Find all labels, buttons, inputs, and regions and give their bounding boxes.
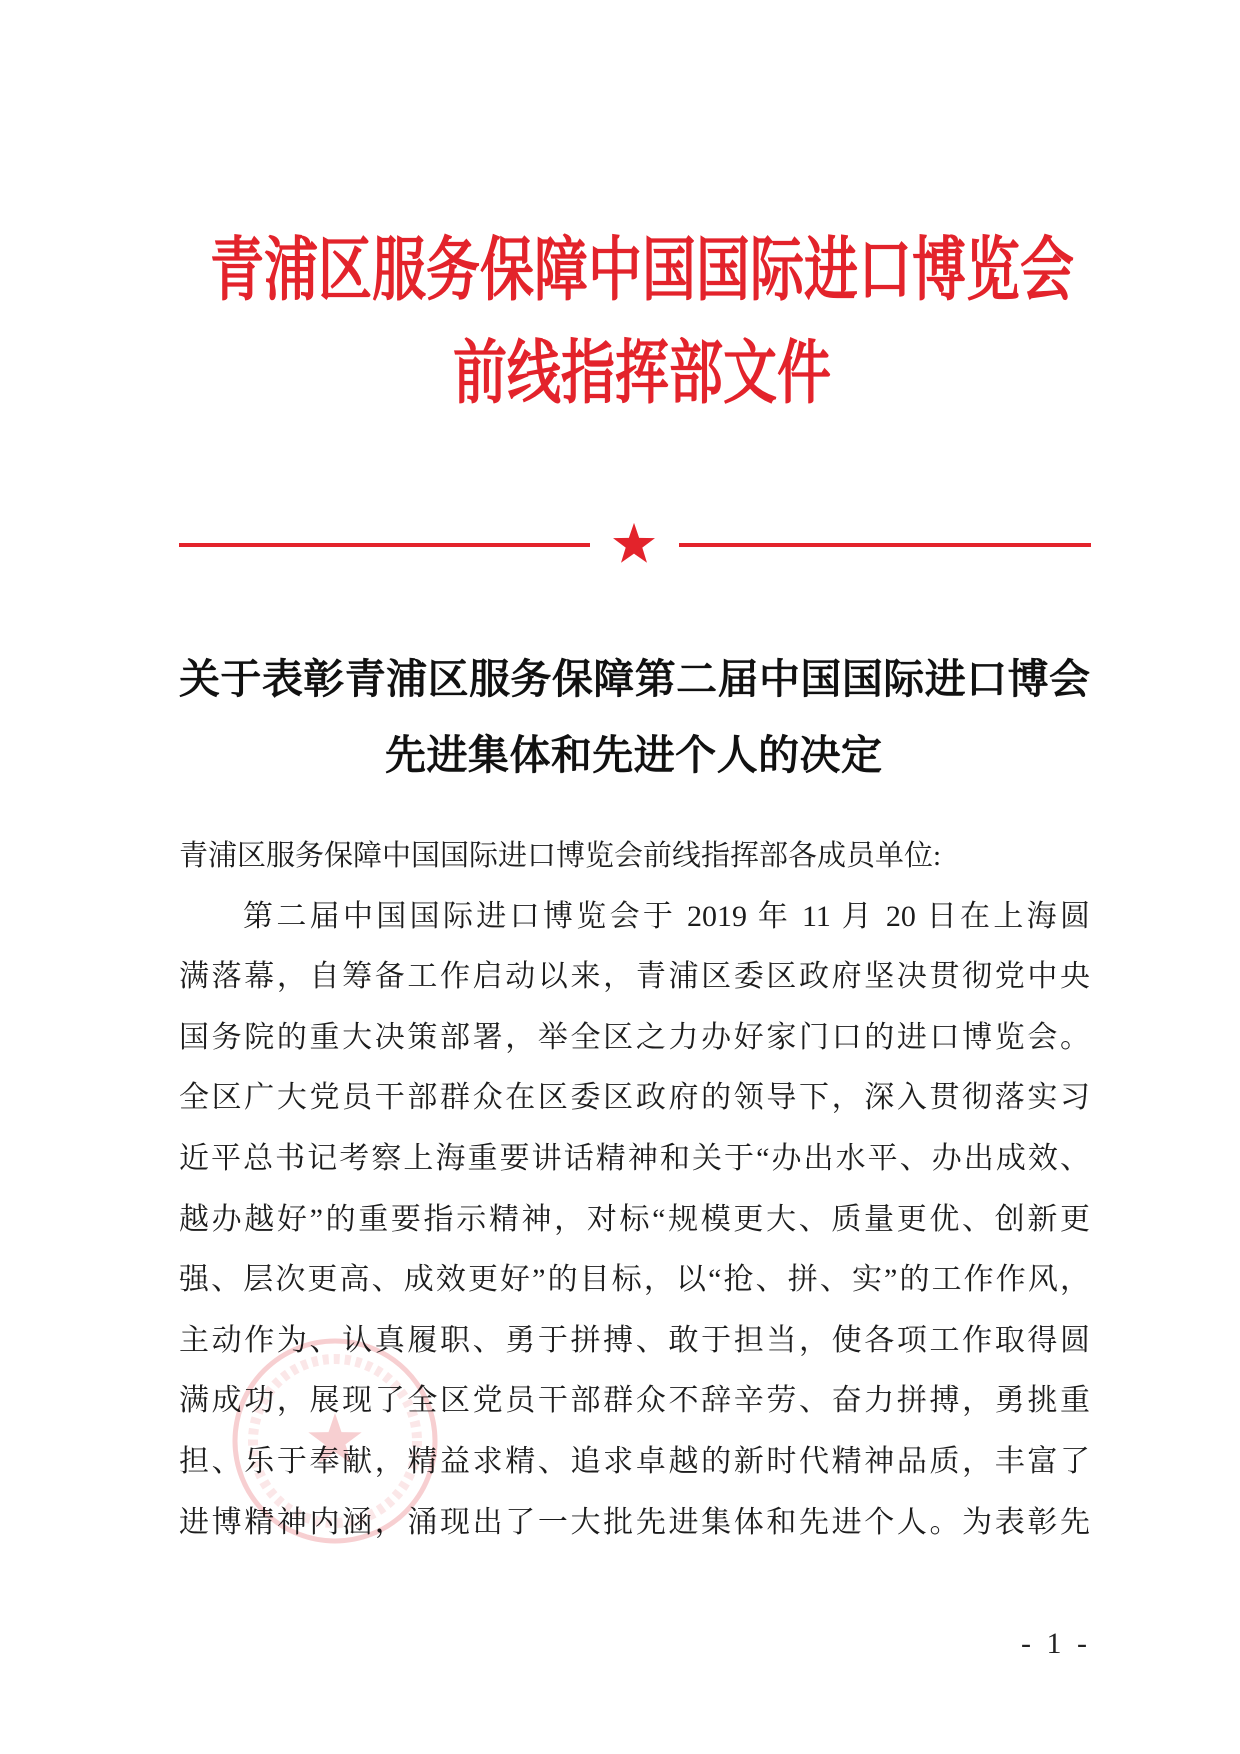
red-divider-right — [679, 543, 1091, 547]
document-title-line-2: 先进集体和先进个人的决定 — [385, 732, 882, 778]
body-line: 主动作为、认真履职、勇于拼搏、敢于担当，使各项工作取得圆 — [179, 1323, 1090, 1357]
masthead-line-2: 前线指挥部文件 — [453, 331, 831, 413]
body-line: 担、乐于奉献，精益求精、追求卓越的新时代精神品质，丰富了 — [179, 1444, 1090, 1478]
body-line: 第二届中国国际进口博览会于 2019 年 11 月 20 日在上海圆 — [243, 899, 1090, 933]
body-line: 满落幕，自筹备工作启动以来，青浦区委区政府坚决贯彻党中央 — [179, 960, 1090, 994]
body-line: 国务院的重大决策部署，举全区之力办好家门口的进口博览会。 — [179, 1020, 1090, 1054]
salutation: 青浦区服务保障中国国际进口博览会前线指挥部各成员单位: — [179, 840, 942, 872]
body-line: 近平总书记考察上海重要讲话精神和关于“办出水平、办出成效、 — [179, 1141, 1090, 1175]
seal-star-icon — [308, 1413, 361, 1464]
body-line: 进博精神内涵，涌现出了一大批先进集体和先进个人。为表彰先 — [179, 1505, 1090, 1539]
body-line: 越办越好”的重要指示精神，对标“规模更大、质量更优、创新更 — [179, 1202, 1090, 1236]
body-line: 强、层次更高、成效更好”的目标，以“抢、拼、实”的工作作风， — [179, 1263, 1090, 1297]
document-title-line-1: 关于表彰青浦区服务保障第二届中国国际进口博会 — [179, 656, 1090, 702]
body-line: 满成功，展现了全区党员干部群众不辞辛劳、奋力拼搏，勇挑重 — [179, 1384, 1090, 1418]
star-icon — [611, 521, 657, 567]
masthead-line-1: 青浦区服务保障中国国际进口博览会 — [210, 228, 1074, 310]
red-divider-left — [179, 543, 590, 547]
body-line: 全区广大党员干部群众在区委区政府的领导下，深入贯彻落实习 — [179, 1081, 1090, 1115]
official-seal — [229, 1335, 441, 1547]
page-number: - 1 - — [1021, 1627, 1091, 1660]
